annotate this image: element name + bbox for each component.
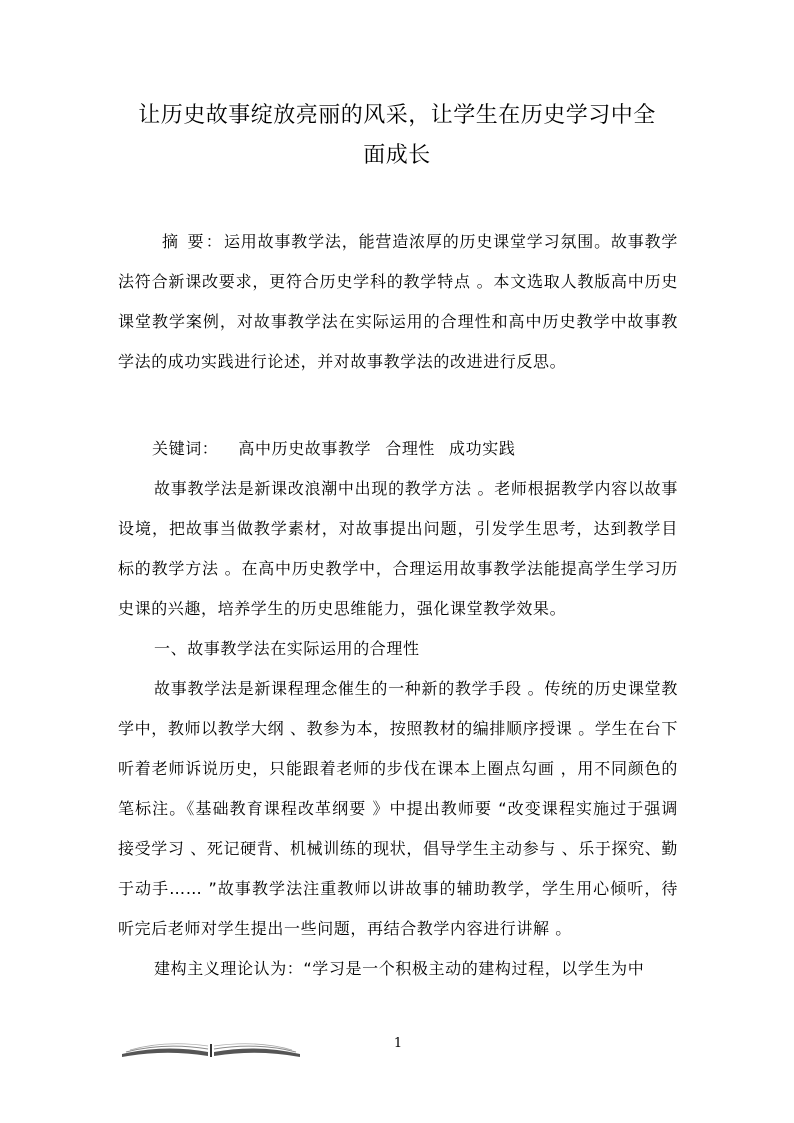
open-book-icon — [120, 1040, 302, 1058]
main-body — [118, 469, 678, 989]
abstract-label: 摘 要： — [162, 232, 224, 251]
abstract-text: 运用故事教学法，能营造浓厚的历史课堂学习氛围。故事教学法符合新课改要求，更符合历史学科的教学特点 。本文选取人教版高中历史课堂教学案例，对故事教学法在实际运用的合理性和高中历史教学中故事教学法的成功实践进行论述，并对故事教学法的改进进行反思。 — [118, 232, 678, 371]
keywords-label: 关键词： — [152, 439, 219, 458]
keyword-item: 高中历史故事教学 — [238, 439, 372, 458]
paragraph-constructivism: 建构主义理论认为：“学习是一个积极主动的建构过程，以学生为中 — [154, 959, 645, 978]
keywords — [118, 429, 678, 469]
document-title — [110, 96, 684, 176]
abstract — [118, 222, 678, 382]
paragraph-rationale: 故事教学法是新课程理念催生的一种新的教学手段 。传统的历史课堂教学中，教师以教学大纲 、教参为本，按照教材的编排顺序授课 。学生在台下听着老师诉说历史，只能跟着老师的步伐在课本上圈点勾画 ，用不同颜色的笔标注。《基础教育课程改革纲要 》中提出教师要 “改变课程实施过于强调接受学习 、死记硬背、机械训练的现状，倡导学生主动参与 、乐于探究、勤于动手…… ”故事教学法注重教师以讲故事的辅助教学，学生用心倾听，待听完后老师对学生提出一些问题，再结合教学内容进行讲解 。 — [118, 679, 678, 938]
page-number: 1 — [393, 1036, 403, 1051]
section-heading: 一、故事教学法在实际运用的合理性 — [154, 639, 420, 658]
keyword-item: 合理性 — [385, 439, 436, 458]
title-line-2: 面成长 — [363, 143, 431, 168]
keyword-item: 成功实践 — [449, 439, 516, 458]
paragraph-intro: 故事教学法是新课改浪潮中出现的教学方法 。老师根据教学内容以故事设境，把故事当做教学素材，对故事提出问题，引发学生思考，达到教学目标的教学方法 。在高中历史教学中，合理运用故事教学法能提高学生学习历史课的兴趣，培养学生的历史思维能力，强化课堂教学效果。 — [118, 479, 678, 618]
title-line-1: 让历史故事绽放亮丽的风采，让学生在历史学习中全 — [138, 103, 656, 128]
